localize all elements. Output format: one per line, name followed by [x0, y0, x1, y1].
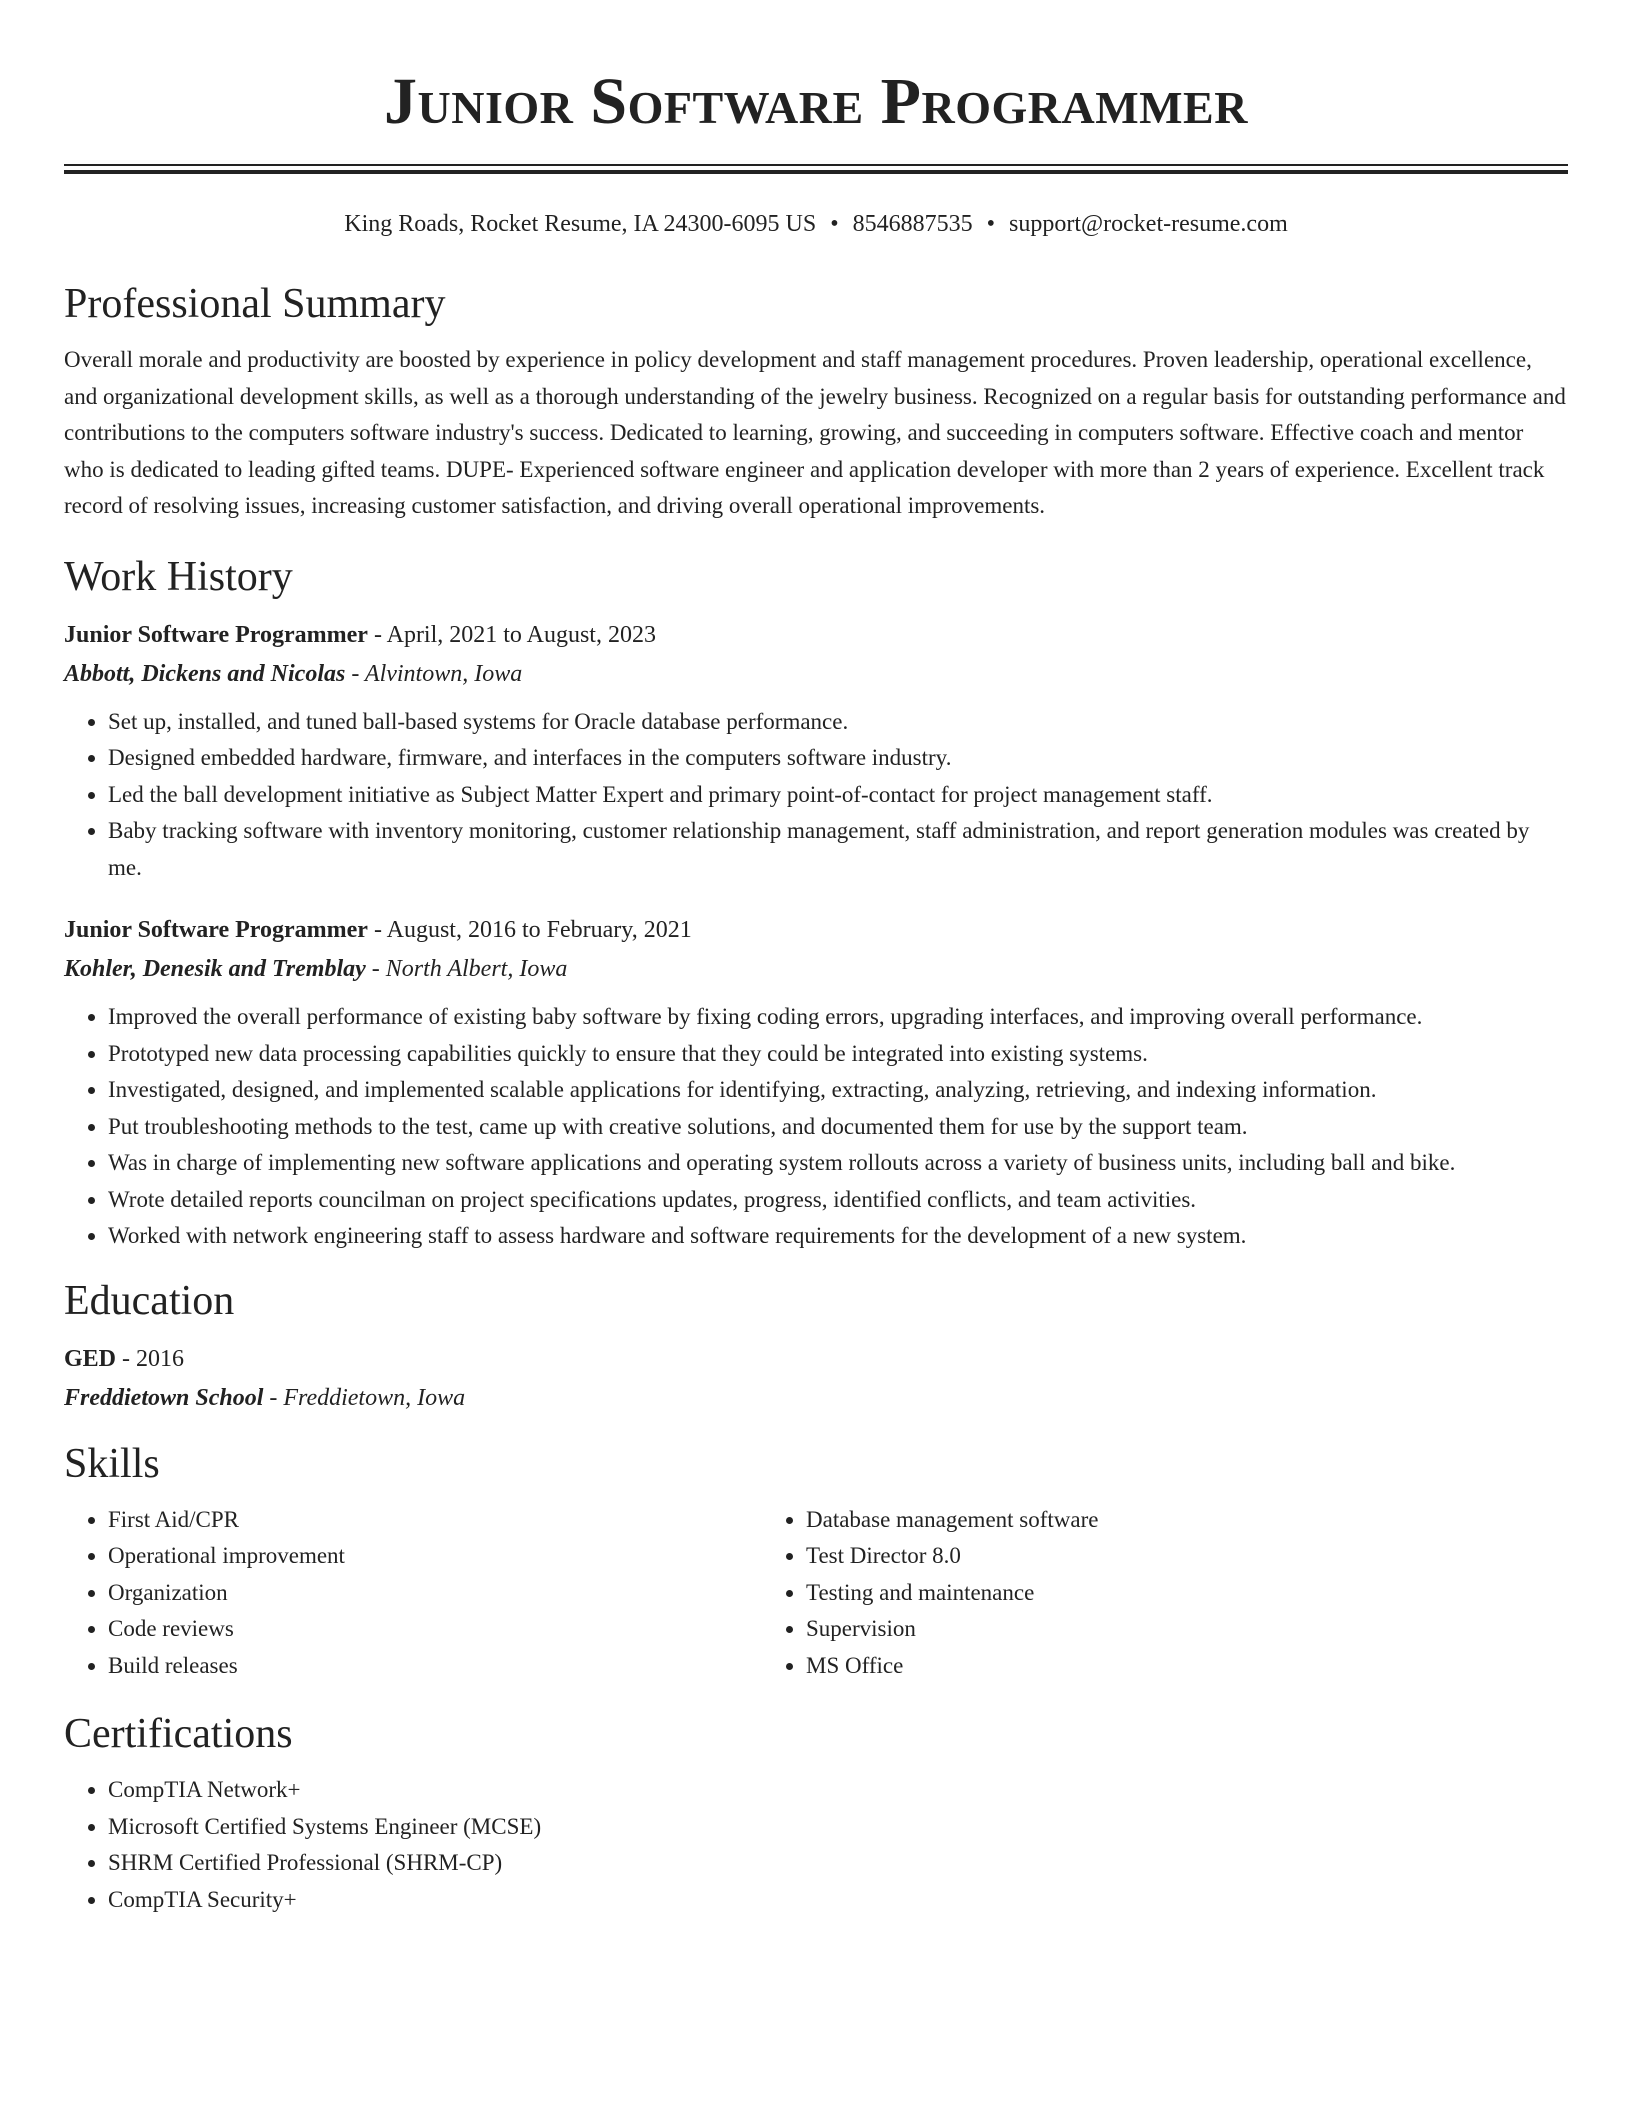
- job-dates: - August, 2016 to February, 2021: [367, 917, 692, 943]
- job-bullet: • Put troubleshooting methods to the test, came up with creative solutions, and documented them for use by the support team.: [108, 1109, 1568, 1146]
- job-bullet: • Set up, installed, and tuned ball-based systems for Oracle database performance.: [108, 704, 1568, 741]
- work-history-heading: Work History: [64, 553, 293, 600]
- degree-name: GED: [64, 1345, 117, 1372]
- job-bullets: [64, 704, 1568, 887]
- skill-item: • First Aid/CPR: [108, 1502, 762, 1539]
- job-dates: - April, 2021 to August, 2023: [367, 621, 656, 648]
- skill-item: • Code reviews: [108, 1611, 762, 1648]
- work-history-section: [64, 551, 1568, 1255]
- skill-item: • Test Director 8.0: [806, 1538, 1504, 1575]
- contact-phone: 8546887535: [852, 211, 973, 237]
- skill-item: • Database management software: [806, 1502, 1504, 1539]
- skill-item: • Organization: [108, 1575, 762, 1612]
- degree-line: [64, 1341, 1568, 1377]
- skills-columns: [64, 1502, 1568, 1685]
- skill-item: • Operational improvement: [108, 1538, 762, 1575]
- job-bullet: • Baby tracking software with inventory monitoring, customer relationship management, staff administration, and report generation modules was created by me.: [108, 813, 1568, 886]
- summary-text: Overall morale and productivity are boosted by experience in policy development and staff management procedures. Proven leadership, operational excellence, and organizational development skills, as well as a thorough understanding of the jewelry business. Recognized on a regular basis for outstanding performance and contributions to the computers software industry's success. Dedicated to learning, growing, and succeeding in computers software. Effective coach and mentor who is dedicated to leading gifted teams. DUPE- Experienced software engineer and application developer with more than 2 years of experience. Excellent track record of resolving issues, increasing customer satisfaction, and driving overall operational improvements.: [64, 347, 1566, 518]
- job-entry: [64, 912, 1568, 1255]
- school-name: Freddietown School: [64, 1384, 264, 1411]
- job-bullet: • Worked with network engineering staff to assess hardware and software requirements for the development of a new system.: [108, 1218, 1568, 1255]
- job-title: Junior Software Programmer: [64, 917, 368, 943]
- certification-item: • CompTIA Network+: [108, 1772, 1568, 1809]
- skill-item: • Supervision: [806, 1611, 1504, 1648]
- company-name: Abbott, Dickens and Nicolas: [64, 660, 346, 687]
- certifications-list: [64, 1772, 1568, 1918]
- education-heading: Education: [64, 1277, 235, 1324]
- education-section: [64, 1275, 1568, 1416]
- skill-item: • MS Office: [806, 1648, 1504, 1685]
- school-line: [64, 1380, 1568, 1416]
- job-title-line: [64, 617, 1568, 653]
- company-name: Kohler, Denesik and Tremblay: [64, 956, 366, 982]
- job-bullet: • Was in charge of implementing new software applications and operating system rollouts across a variety of business units, including ball and bike.: [108, 1145, 1568, 1182]
- contact-email: support@rocket-resume.com: [1009, 211, 1288, 237]
- skill-item: • Testing and maintenance: [806, 1575, 1504, 1612]
- company-line: [64, 951, 1568, 987]
- job-bullet: • Led the ball development initiative as Subject Matter Expert and primary point-of-contact for project management staff.: [108, 777, 1568, 814]
- company-location: - Alvintown, Iowa: [345, 660, 523, 687]
- job-bullet: • Wrote detailed reports councilman on project specifications updates, progress, identified conflicts, and team activities.: [108, 1182, 1568, 1219]
- certifications-section: [64, 1708, 1568, 1918]
- candidate-name: Junior Software Programmer: [384, 65, 1248, 138]
- job-bullet: • Investigated, designed, and implemented scalable applications for identifying, extracting, analyzing, retrieving, and indexing information.: [108, 1072, 1568, 1109]
- summary-section: [64, 278, 1568, 525]
- skills-section: [64, 1438, 1568, 1685]
- certifications-heading: Certifications: [64, 1711, 293, 1757]
- certification-item: • Microsoft Certified Systems Engineer (MCSE): [108, 1809, 1568, 1846]
- certification-item: • SHRM Certified Professional (SHRM-CP): [108, 1845, 1568, 1882]
- job-title: Junior Software Programmer: [64, 621, 368, 648]
- contact-address: King Roads, Rocket Resume, IA 24300-6095 US: [344, 211, 817, 237]
- company-line: [64, 656, 1568, 692]
- contact-line: [64, 208, 1568, 240]
- school-location: - Freddietown, Iowa: [263, 1384, 466, 1411]
- degree-year: - 2016: [116, 1345, 185, 1372]
- job-bullet: • Prototyped new data processing capabilities quickly to ensure that they could be integrated into existing systems.: [108, 1036, 1568, 1073]
- skill-item: • Build releases: [108, 1648, 762, 1685]
- skills-heading: Skills: [64, 1440, 160, 1487]
- header-divider: [64, 164, 1568, 174]
- certification-item: • CompTIA Security+: [108, 1882, 1568, 1919]
- contact-separator: •: [986, 211, 996, 237]
- skills-list-right: [762, 1502, 1504, 1685]
- contact-separator: •: [830, 211, 839, 237]
- job-entry: [64, 617, 1568, 887]
- job-bullets: [64, 999, 1568, 1255]
- job-bullet: • Designed embedded hardware, firmware, and interfaces in the computers software industry.: [108, 740, 1568, 777]
- job-title-line: [64, 912, 1568, 948]
- job-bullet: • Improved the overall performance of existing baby software by fixing coding errors, upgrading interfaces, and improving overall performance.: [108, 999, 1568, 1036]
- skills-list-left: [64, 1502, 762, 1685]
- summary-heading: Professional Summary: [64, 281, 446, 327]
- company-location: - North Albert, Iowa: [365, 956, 568, 982]
